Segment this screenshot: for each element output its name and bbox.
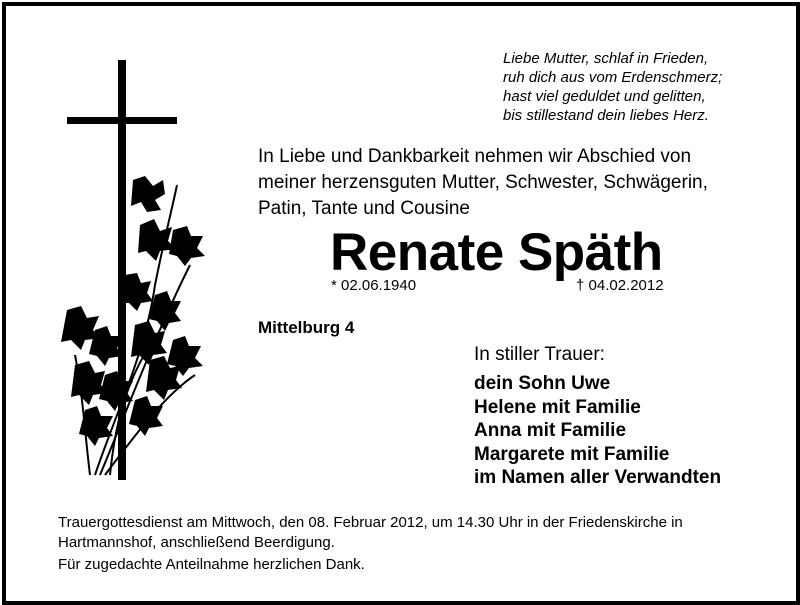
intro-line: Patin, Tante und Cousine	[258, 198, 470, 219]
mourners-list	[474, 372, 721, 490]
intro-line: meiner herzensguten Mutter, Schwester, Schwägerin,	[258, 172, 708, 193]
poem	[503, 49, 722, 125]
birth-date: * 02.06.1940	[331, 277, 417, 294]
mourner: Margarete mit Familie	[474, 443, 670, 465]
deceased-name: Renate Späth	[330, 223, 663, 282]
mourner: Helene mit Familie	[474, 396, 641, 418]
poem-line: ruh dich aus vom Erdenschmerz;	[503, 69, 723, 86]
poem-line: bis stillestand dein liebes Herz.	[503, 107, 709, 124]
intro-line: In Liebe und Dankbarkeit nehmen wir Abschied von	[258, 146, 692, 167]
intro-text	[258, 144, 708, 222]
address: Mittelburg 4	[258, 318, 355, 337]
service-info: Trauergottesdienst am Mittwoch, den 08. Februar 2012, um 14.30 Uhr in der Friedenskirche in Hartmannshof, anschließend Beerdigung.	[58, 514, 683, 551]
mourning-heading: In stiller Trauer:	[474, 344, 605, 365]
mourner: Anna mit Familie	[474, 420, 627, 441]
poem-line: hast viel geduldet und gelitten,	[503, 88, 706, 105]
poem-line: Liebe Mutter, schlaf in Frieden,	[503, 50, 709, 67]
death-date: † 04.02.2012	[576, 277, 664, 294]
thanks-note: Für zugedachte Anteilnahme herzlichen Dank.	[58, 556, 365, 573]
mourner: im Namen aller Verwandten	[474, 467, 722, 488]
cross-with-ivy-icon	[55, 55, 235, 485]
mourner: dein Sohn Uwe	[474, 373, 611, 394]
